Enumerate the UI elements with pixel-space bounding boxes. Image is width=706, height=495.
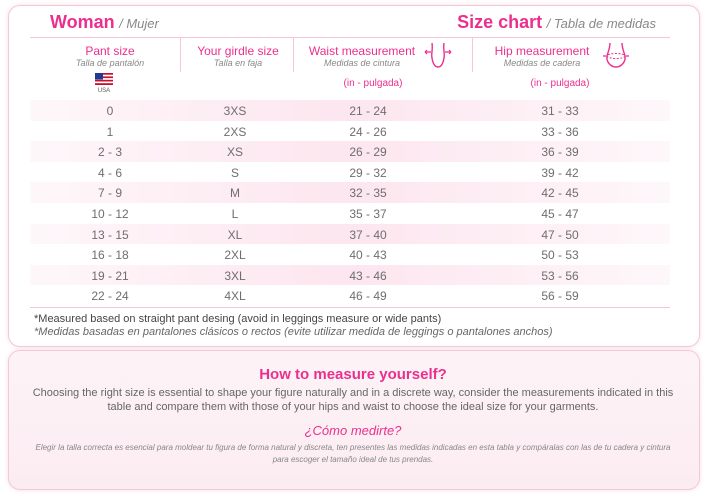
col-hip (484, 44, 600, 68)
table-row (30, 121, 670, 142)
pant-size-cell: 2 - 3 (97, 145, 122, 160)
hip-cell: 36 - 39 (541, 145, 579, 160)
girdle-size-cell: 2XL (224, 248, 246, 263)
girdle-size-cell: XS (226, 145, 243, 160)
col-waist-title: Waist measurement (308, 44, 416, 58)
col-girdle-size (188, 44, 288, 68)
table-row (30, 285, 670, 306)
waist-cell: 37 - 40 (349, 227, 387, 242)
col-girdle-size-subtitle: Talla en faja (213, 58, 263, 68)
hip-cell: 53 - 56 (541, 268, 579, 283)
pant-size-cell: 10 - 12 (91, 206, 129, 221)
pant-size-cell: 1 (106, 124, 114, 139)
col-girdle-size-title: Your girdle size (197, 44, 279, 58)
pant-size-cell: 7 - 9 (97, 186, 122, 201)
pant-size-cell: 0 (106, 104, 114, 118)
col-waist-subtitle: Medidas de cintura (323, 58, 401, 68)
woman-heading (50, 12, 159, 33)
col-pant-size-subtitle: Talla de pantalón (75, 58, 145, 68)
measure-body: Choosing the right size is essential to shape your figure naturally and in a discrete way, consider the measurements indicated in this table and compare them with those of your hips and waist to choose the ideal size for your garments. (32, 387, 674, 413)
size-chart-subtitle: / Tabla de medidas (546, 16, 656, 31)
waist-unit: (in - pulgada) (343, 78, 403, 89)
pant-size-cell: 4 - 6 (97, 165, 122, 180)
col-hip-subtitle: Medidas de cadera (503, 58, 581, 68)
usa-flag-icon (95, 73, 113, 85)
hip-unit: (in - pulgada) (530, 78, 590, 89)
woman-subtitle: / Mujer (119, 16, 159, 31)
table-row (30, 182, 670, 203)
woman-title: Woman (50, 12, 115, 32)
hip-cell: 31 - 33 (541, 104, 579, 118)
col-divider (180, 38, 181, 72)
girdle-size-cell: M (230, 186, 240, 201)
size-chart-heading (457, 12, 656, 33)
measure-title-es: ¿Cómo medirte? (304, 423, 402, 438)
col-waist (303, 44, 421, 68)
size-table-body (30, 100, 670, 306)
pant-size-cell: 13 - 15 (91, 227, 129, 242)
table-bottom-divider (30, 307, 670, 308)
girdle-size-cell: XL (227, 227, 243, 242)
waist-cell: 21 - 24 (349, 104, 387, 118)
table-row (30, 141, 670, 162)
measure-body-es: Elegir la talla correcta es esencial para moldear tu figura de forma natural y discreta, ten presentes las medidas indicadas en esta tabla y compáralas con las de tu cadera y cintura para escoger el tamaño ideal de tus prendas. (35, 443, 671, 464)
usa-label: USA (97, 88, 111, 94)
col-pant-size-title: Pant size (85, 44, 135, 58)
girdle-size-cell: 2XS (223, 124, 247, 139)
hip-cell: 39 - 42 (541, 165, 579, 180)
note-english: *Measured based on straight pant desing (avoid in leggings measure or wide pants) (34, 313, 442, 325)
girdle-size-cell: 3XL (224, 268, 246, 283)
hip-cell: 47 - 50 (541, 227, 579, 242)
girdle-size-cell: 4XL (224, 289, 246, 304)
pant-size-cell: 22 - 24 (91, 289, 129, 304)
col-divider (293, 38, 294, 72)
waist-cell: 40 - 43 (349, 248, 387, 263)
girdle-size-cell: 3XS (223, 104, 247, 118)
hip-measure-icon (602, 40, 630, 70)
hip-cell: 33 - 36 (541, 124, 579, 139)
hip-cell: 45 - 47 (541, 206, 579, 221)
note-spanish: *Medidas basadas en pantalones clásicos o rectos (evite utilizar medida de leggings o pantalones anchos) (34, 326, 553, 338)
hip-cell: 56 - 59 (541, 289, 579, 304)
waist-cell: 43 - 46 (349, 268, 387, 283)
waist-cell: 35 - 37 (349, 206, 387, 221)
waist-cell: 24 - 26 (349, 124, 387, 139)
table-row (30, 224, 670, 245)
waist-cell: 46 - 49 (349, 289, 387, 304)
measure-title: How to measure yourself? (259, 366, 447, 383)
col-pant-size (60, 44, 160, 68)
size-chart-title: Size chart (457, 12, 543, 32)
table-row (30, 162, 670, 183)
waist-cell: 26 - 29 (349, 145, 387, 160)
hip-cell: 50 - 53 (541, 248, 579, 263)
header-divider (30, 37, 670, 38)
waist-cell: 32 - 35 (349, 186, 387, 201)
girdle-size-cell: S (230, 165, 239, 180)
table-row (30, 244, 670, 265)
table-row (30, 100, 670, 121)
col-divider (472, 38, 473, 72)
waist-measure-icon (424, 40, 452, 70)
waist-cell: 29 - 32 (349, 165, 387, 180)
girdle-size-cell: L (231, 206, 239, 221)
table-row (30, 203, 670, 224)
table-row (30, 265, 670, 286)
pant-size-cell: 16 - 18 (91, 248, 129, 263)
pant-size-cell: 19 - 21 (91, 268, 129, 283)
hip-cell: 42 - 45 (541, 186, 579, 201)
col-hip-title: Hip measurement (494, 44, 590, 58)
